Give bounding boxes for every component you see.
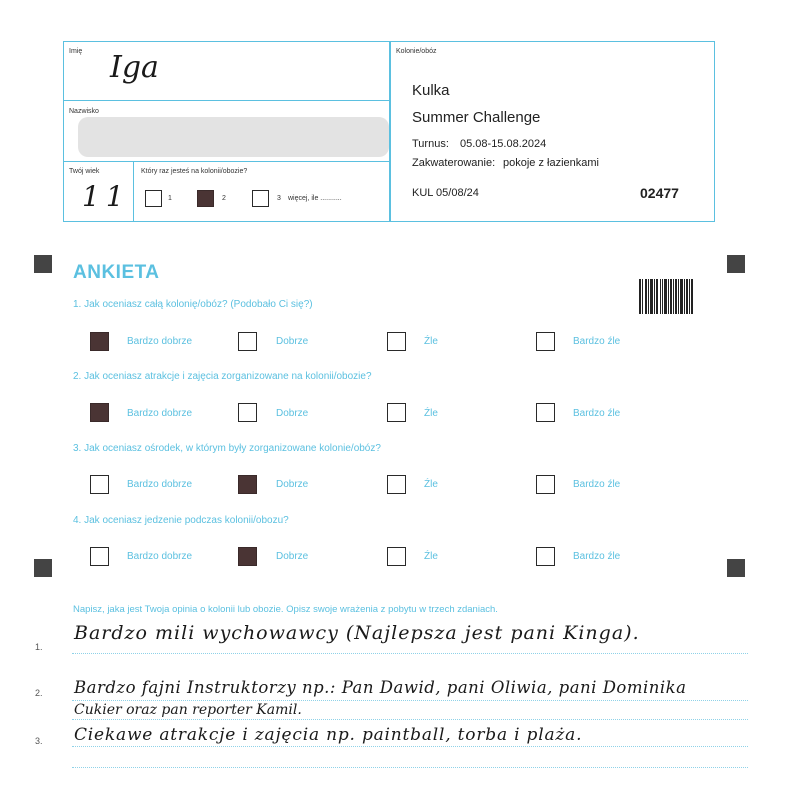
question-3: 3. Jak oceniasz ośrodek, w którym były zorganizowane kolonie/obóz? xyxy=(73,443,381,454)
redaction-box xyxy=(78,117,389,157)
ktory-raz-checkbox-2[interactable] xyxy=(197,190,214,207)
q2-option-zle: Źle xyxy=(424,408,438,419)
q4-option-bardzo-zle: Bardzo źle xyxy=(573,551,621,562)
opinion-line-3: Cukier oraz pan reporter Kamil. xyxy=(74,702,302,718)
colony-number: 02477 xyxy=(640,185,679,201)
q3-option-bardzo-dobrze: Bardzo dobrze xyxy=(127,479,193,490)
wiecej-label: więcej, ile ........... xyxy=(288,195,342,202)
q4-checkbox-dobrze[interactable] xyxy=(238,547,257,566)
q1-option-bardzo-zle: Bardzo źle xyxy=(573,336,621,347)
turnus-label: Turnus: xyxy=(412,138,449,150)
colony-program: Summer Challenge xyxy=(412,109,541,126)
registration-marker-bottom-right xyxy=(727,559,745,577)
opinion-line-4: Ciekawe atrakcje i zajęcia np. paintball, torba i plaża. xyxy=(74,725,583,745)
q3-checkbox-bardzo-zle[interactable] xyxy=(536,475,555,494)
writing-line-3 xyxy=(72,719,748,720)
q4-checkbox-bardzo-zle[interactable] xyxy=(536,547,555,566)
imie-value: Iga xyxy=(110,50,159,85)
q3-option-bardzo-zle: Bardzo źle xyxy=(573,479,621,490)
q1-checkbox-dobrze[interactable] xyxy=(238,332,257,351)
line-number-2: 2. xyxy=(35,688,43,698)
q2-checkbox-bardzo-dobrze[interactable] xyxy=(90,403,109,422)
q2-checkbox-zle[interactable] xyxy=(387,403,406,422)
barcode xyxy=(639,279,694,314)
q3-checkbox-dobrze[interactable] xyxy=(238,475,257,494)
writing-line-2 xyxy=(72,700,748,701)
imie-label: Imię xyxy=(69,48,83,55)
writing-line-4 xyxy=(72,746,748,747)
colony-code: KUL 05/08/24 xyxy=(412,187,479,199)
q1-checkbox-bardzo-zle[interactable] xyxy=(536,332,555,351)
q3-checkbox-zle[interactable] xyxy=(387,475,406,494)
q4-checkbox-bardzo-dobrze[interactable] xyxy=(90,547,109,566)
line-number-1: 1. xyxy=(35,642,43,652)
zakwaterowanie-value: pokoje z łazienkami xyxy=(503,157,599,169)
colony-name: Kulka xyxy=(412,82,450,99)
q1-option-bardzo-dobrze: Bardzo dobrze xyxy=(127,336,193,347)
line-number-3: 3. xyxy=(35,736,43,746)
opinion-line-1: Bardzo mili wychowawcy (Najlepsza jest pani Kinga). xyxy=(74,622,640,644)
q1-option-dobrze: Dobrze xyxy=(276,336,309,347)
row-divider-imie xyxy=(63,100,390,101)
question-4: 4. Jak oceniasz jedzenie podczas kolonii/obozu? xyxy=(73,515,289,526)
ktory-raz-checkbox-1[interactable] xyxy=(145,190,162,207)
q2-checkbox-bardzo-zle[interactable] xyxy=(536,403,555,422)
writing-line-1 xyxy=(72,653,748,654)
ktory-raz-label: Który raz jesteś na kolonii/obozie? xyxy=(141,168,248,175)
turnus-value: 05.08-15.08.2024 xyxy=(460,138,547,150)
writing-line-5 xyxy=(72,767,748,768)
q3-option-zle: Źle xyxy=(424,479,438,490)
q1-checkbox-zle[interactable] xyxy=(387,332,406,351)
q4-checkbox-zle[interactable] xyxy=(387,547,406,566)
registration-marker-bottom-left xyxy=(34,559,52,577)
q3-checkbox-bardzo-dobrze[interactable] xyxy=(90,475,109,494)
registration-marker-top-left xyxy=(34,255,52,273)
wiek-value: 11 xyxy=(82,180,130,213)
colony-label: Kolonie/obóz xyxy=(396,48,437,55)
q3-option-dobrze: Dobrze xyxy=(276,479,309,490)
ktory-raz-checkbox-3[interactable] xyxy=(252,190,269,207)
wiek-label: Twój wiek xyxy=(69,168,100,175)
registration-marker-top-right xyxy=(727,255,745,273)
row-divider-nazwisko xyxy=(63,161,390,162)
nazwisko-label: Nazwisko xyxy=(69,108,99,115)
survey-title: ANKIETA xyxy=(73,262,160,283)
ktory-raz-option-2: 2 xyxy=(222,195,226,202)
opinion-prompt: Napisz, jaka jest Twoja opinia o kolonii lub obozie. Opisz swoje wrażenia z pobytu w trzech zdaniach. xyxy=(73,604,498,615)
question-1: 1. Jak oceniasz całą kolonię/obóz? (Podobało Ci się?) xyxy=(73,299,313,310)
q2-checkbox-dobrze[interactable] xyxy=(238,403,257,422)
ktory-raz-option-1: 1 xyxy=(168,195,172,202)
col-divider-wiek xyxy=(133,161,134,222)
q4-option-dobrze: Dobrze xyxy=(276,551,309,562)
q1-checkbox-bardzo-dobrze[interactable] xyxy=(90,332,109,351)
q4-option-zle: Źle xyxy=(424,551,438,562)
q2-option-bardzo-zle: Bardzo źle xyxy=(573,408,621,419)
q2-option-bardzo-dobrze: Bardzo dobrze xyxy=(127,408,193,419)
question-2: 2. Jak oceniasz atrakcje i zajęcia zorganizowane na kolonii/obozie? xyxy=(73,371,372,382)
zakwaterowanie-label: Zakwaterowanie: xyxy=(412,157,496,169)
q1-option-zle: Źle xyxy=(424,336,438,347)
q4-option-bardzo-dobrze: Bardzo dobrze xyxy=(127,551,193,562)
q2-option-dobrze: Dobrze xyxy=(276,408,309,419)
opinion-line-2: Bardzo fajni Instruktorzy np.: Pan Dawid, pani Oliwia, pani Dominika xyxy=(74,678,687,697)
ktory-raz-option-3: 3 xyxy=(277,195,281,202)
